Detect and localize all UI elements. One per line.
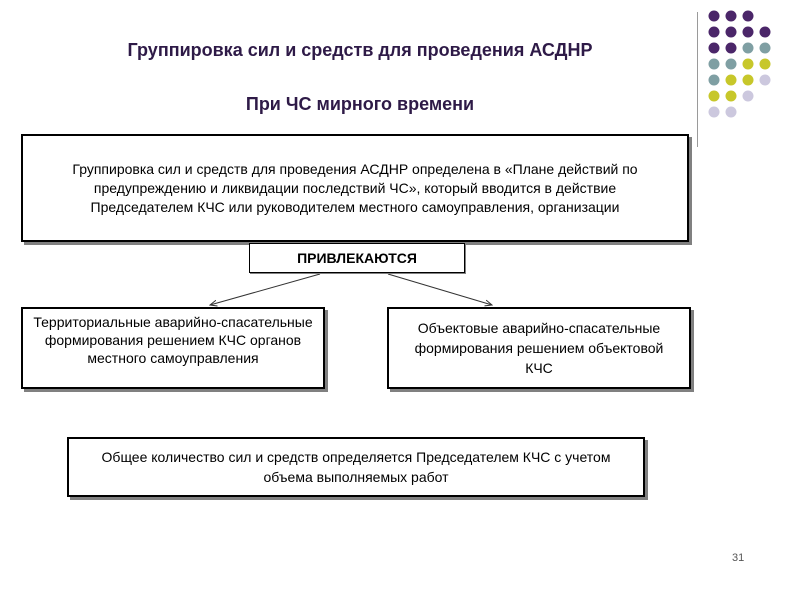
total-forces-text: Общее количество сил и средств определяется Председателем КЧС с учетом объема выполняемых работ: [101, 449, 611, 485]
territorial-units-box: [21, 307, 325, 389]
decorative-dot: [760, 43, 771, 54]
decorative-dot: [726, 59, 737, 70]
decorative-dot: [726, 43, 737, 54]
decorative-dot: [743, 91, 754, 102]
decorative-dot: [709, 11, 720, 22]
decorative-divider: [697, 12, 698, 147]
decorative-dot: [709, 91, 720, 102]
territorial-units-text: Территориальные аварийно-спасательные формирования решением КЧС органов местного самоуправления: [33, 314, 313, 366]
decorative-dots-icon: [707, 9, 787, 129]
decorative-dot: [726, 91, 737, 102]
decorative-dot: [760, 75, 771, 86]
object-units-text: Объектовые аварийно-спасательные формирования решением объектовой КЧС: [414, 320, 664, 376]
arrow-to-object: [388, 274, 492, 305]
decorative-dot: [709, 59, 720, 70]
slide-title: Группировка сил и средств для проведения АСДНР: [127, 40, 593, 60]
decorative-dot: [743, 43, 754, 54]
involve-label-box: [249, 243, 465, 273]
decorative-dot: [743, 59, 754, 70]
decorative-dot: [743, 11, 754, 22]
total-forces-box: [67, 437, 645, 497]
slide-subtitle: При ЧС мирного времени: [245, 94, 475, 114]
involve-label-text: ПРИВЛЕКАЮТСЯ: [297, 249, 417, 266]
page-number: 31: [732, 552, 745, 564]
decorative-dot: [709, 75, 720, 86]
decorative-dot: [743, 75, 754, 86]
decorative-dot: [726, 75, 737, 86]
decorative-dot: [760, 27, 771, 38]
arrow-to-territorial: [210, 274, 320, 305]
decorative-dot: [726, 107, 737, 118]
decorative-dot: [726, 11, 737, 22]
plan-description-box: [21, 134, 689, 242]
decorative-dot: [709, 27, 720, 38]
decorative-dot: [709, 43, 720, 54]
plan-description-text: Группировка сил и средств для проведения АСДНР определена в «Плане действий по предупреждению и ликвидации последствий ЧС», который вводится в действие Председателем КЧС или руководителем местного самоуправления, организации: [72, 160, 638, 215]
decorative-dot: [760, 59, 771, 70]
decorative-dot: [709, 107, 720, 118]
decorative-dot: [726, 27, 737, 38]
decorative-dot: [743, 27, 754, 38]
object-units-box: [387, 307, 691, 389]
